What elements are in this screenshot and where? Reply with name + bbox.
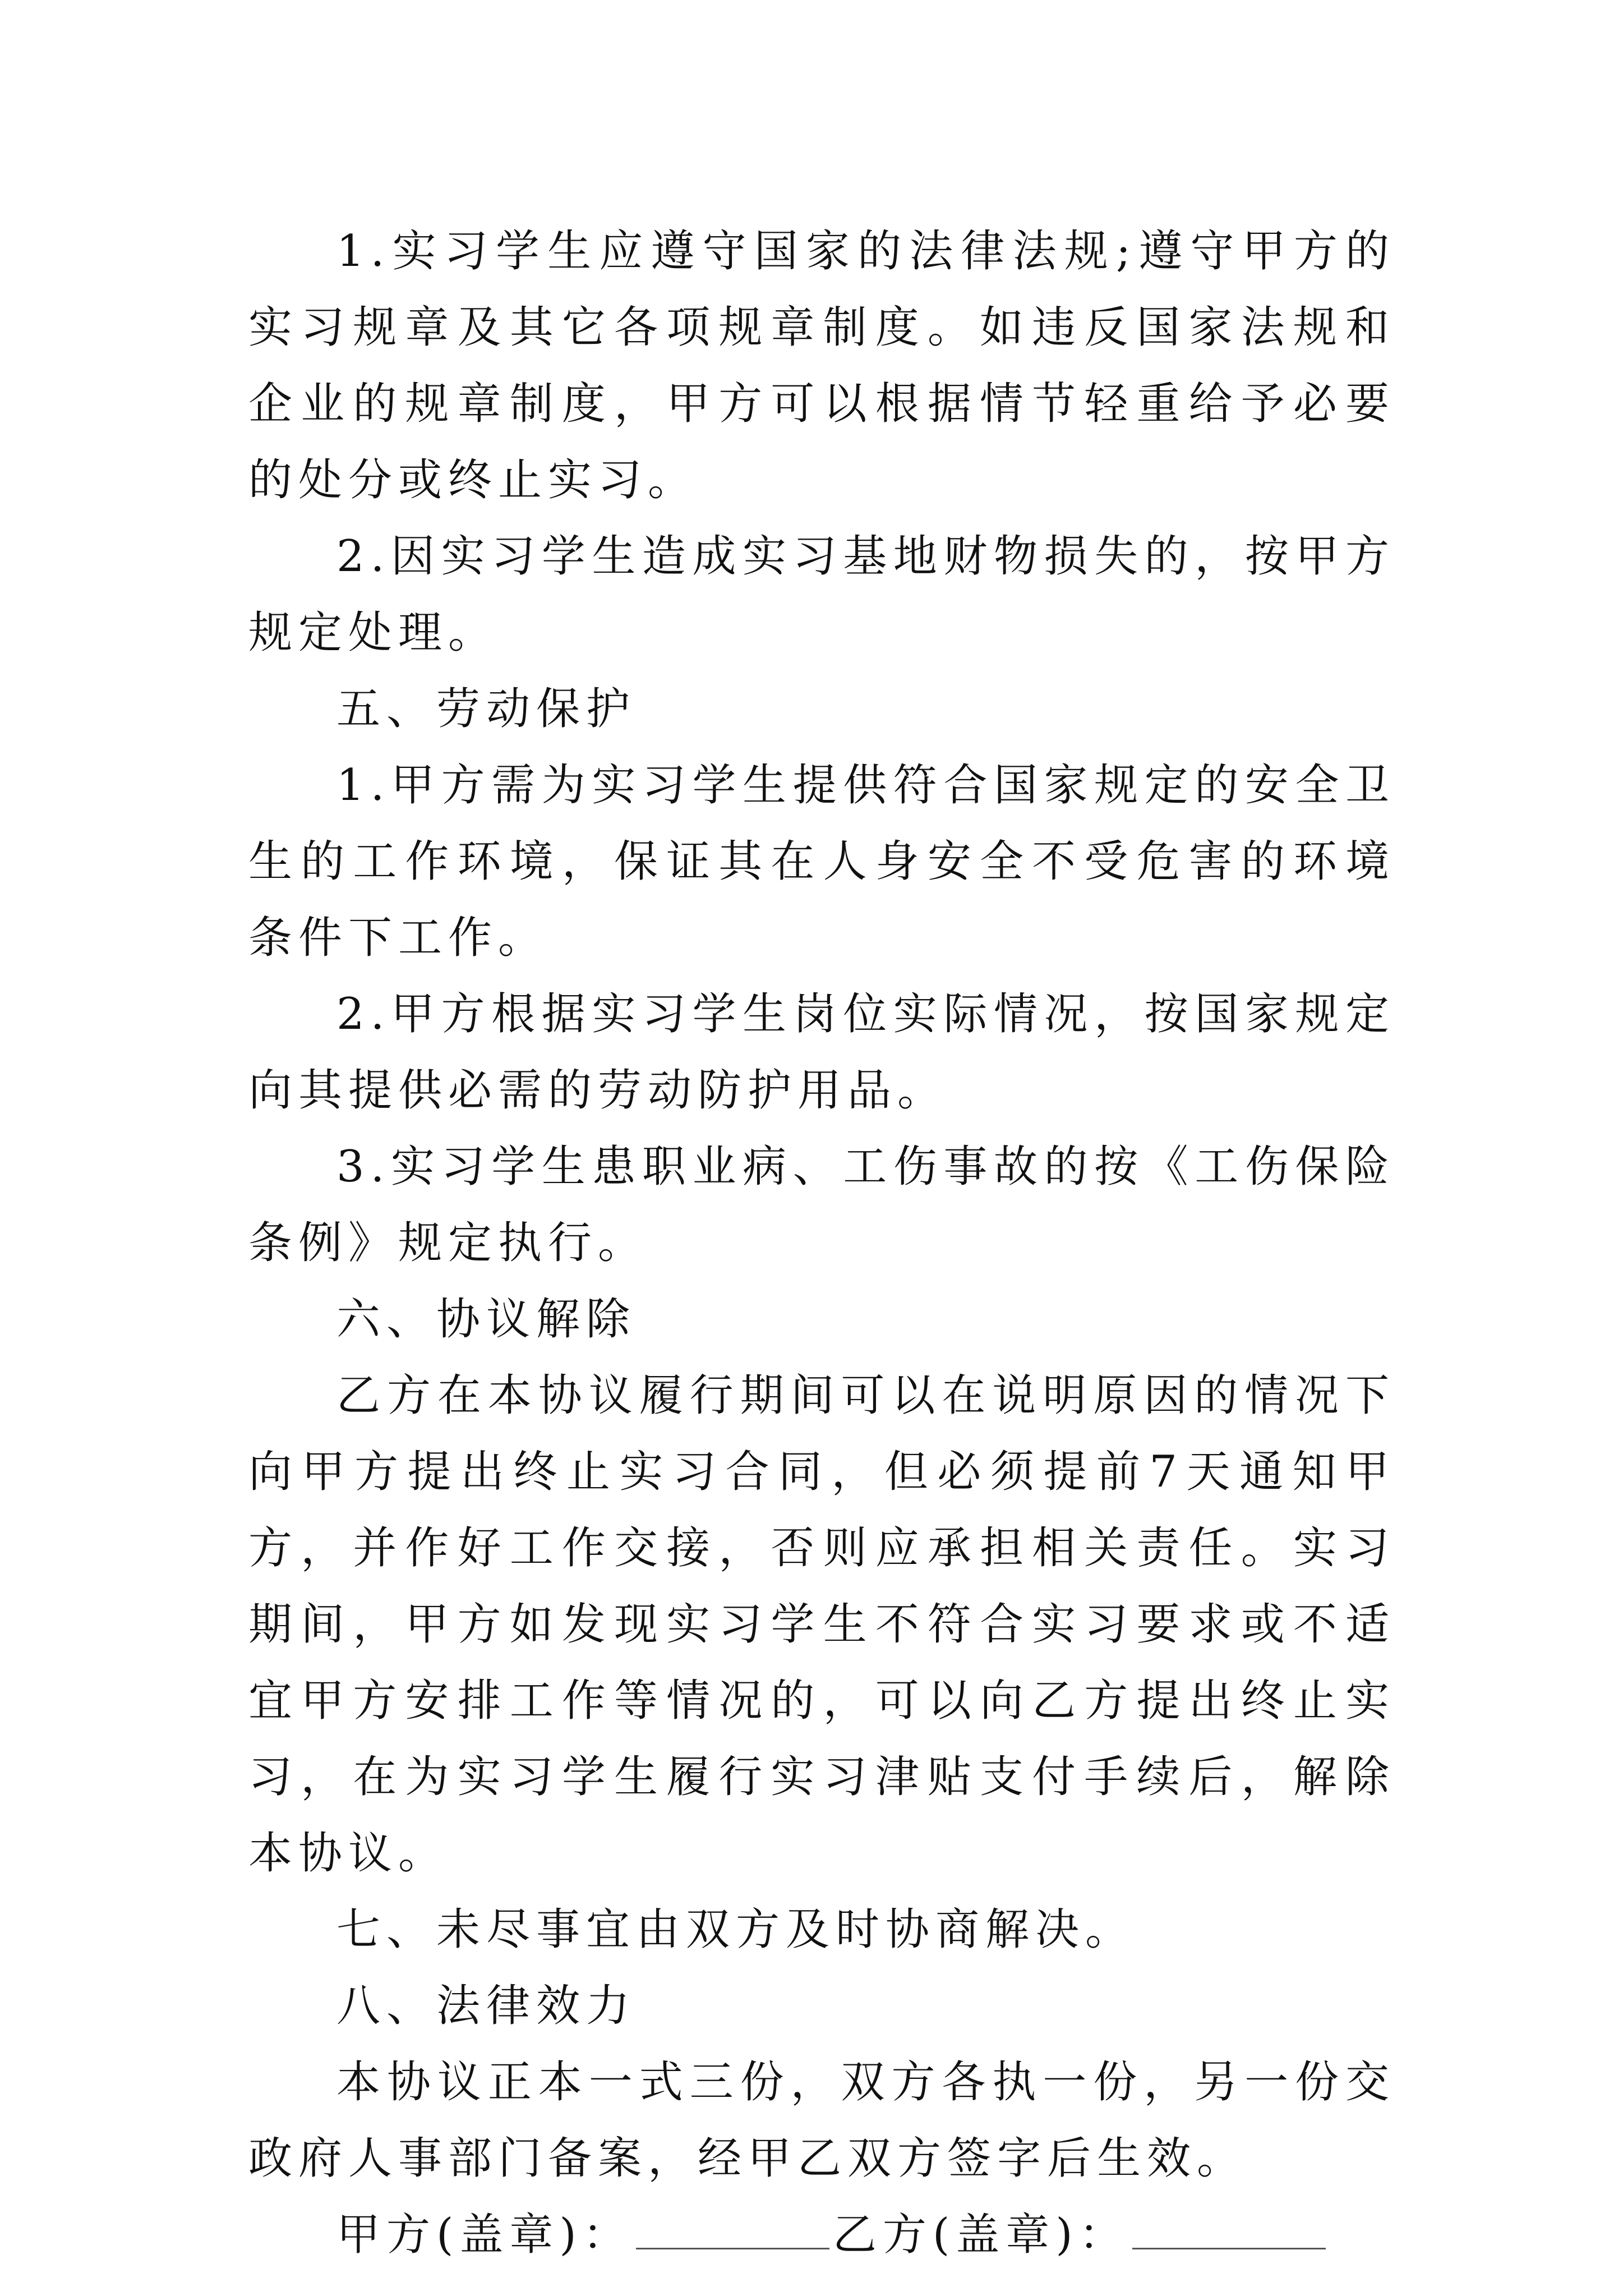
clause-4-2: 2.因实习学生造成实习基地财物损失的，按甲方规定处理。	[248, 531, 1395, 658]
section-heading-legal-effect: 八、法律效力	[336, 1981, 637, 2031]
party-b-seal-blank	[1132, 2208, 1326, 2249]
clause-5-1: 1.甲方需为实习学生提供符合国家规定的安全卫生的工作环境，保证其在人身安全不受危害的环境条件下工作。	[248, 760, 1395, 963]
clause-4-1: 1.实习学生应遵守国家的法律法规;遵守甲方的实习规章及其它各项规章制度。如违反国家法规和企业的规章制度，甲方可以根据情节轻重给予必要的处分或终止实习。	[248, 226, 1395, 505]
clause-8-body: 本协议正本一式三份，双方各执一份，另一份交政府人事部门备案，经甲乙双方签字后生效。	[248, 2057, 1395, 2184]
clause-5-3: 3.实习学生患职业病、工伤事故的按《工伤保险条例》规定执行。	[248, 1142, 1395, 1268]
party-a-seal-blank	[636, 2208, 829, 2249]
signature-row	[248, 2197, 1395, 2273]
section-heading-labor-protection: 五、劳动保护	[336, 684, 637, 734]
party-a-seal-label: 甲方(盖章)：	[336, 2210, 633, 2260]
section-heading-other-matters: 七、未尽事宜由双方及时协商解决。	[336, 1904, 1136, 1955]
clause-5-2: 2.甲方根据实习学生岗位实际情况，按国家规定向其提供必需的劳动防护用品。	[248, 989, 1395, 1116]
clause-6-body: 乙方在本协议履行期间可以在说明原因的情况下向甲方提出终止实习合同，但必须提前7天通知甲方，并作好工作交接，否则应承担相关责任。实习期间，甲方如发现实习学生不符合实习要求或不适宜甲方安排工作等情况的，可以向乙方提出终止实习，在为实习学生履行实习津贴支付手续后，解除本协议。	[248, 1370, 1395, 1879]
section-heading-termination: 六、协议解除	[336, 1294, 637, 1345]
document-page	[248, 213, 1395, 2273]
party-b-seal-label: 乙方(盖章)：	[832, 2210, 1129, 2260]
